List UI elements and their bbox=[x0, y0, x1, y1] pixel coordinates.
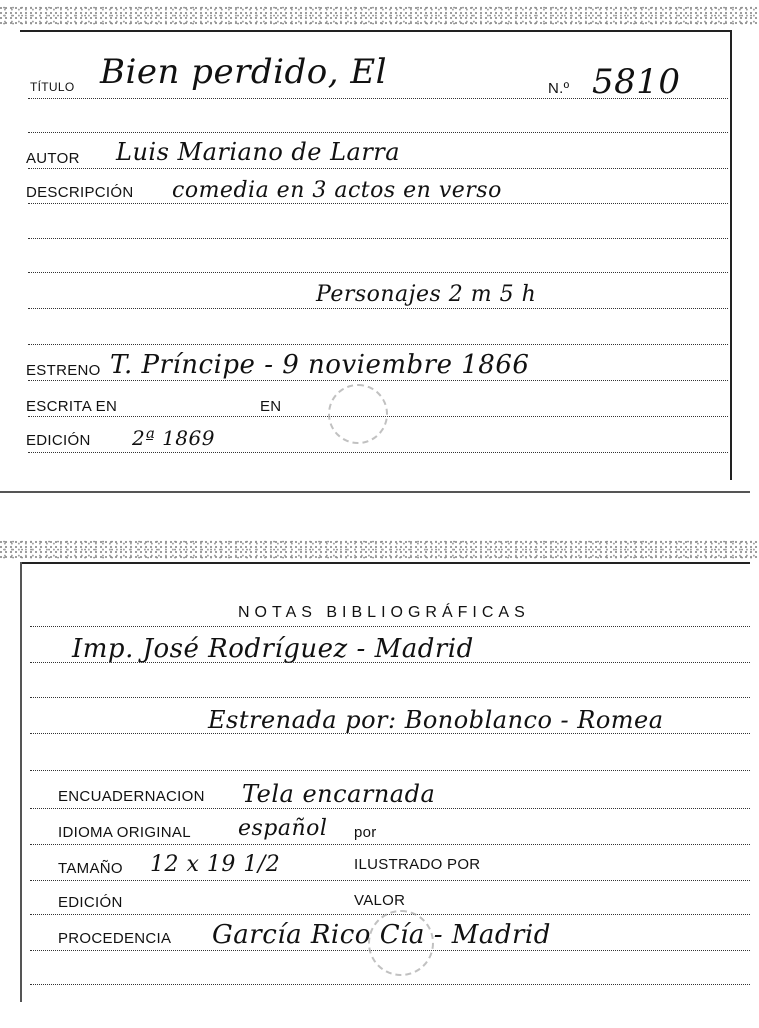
nota-line bbox=[30, 662, 750, 663]
stamp-mark bbox=[328, 384, 388, 444]
blank-line bbox=[30, 697, 750, 698]
idioma-label: IDIOMA ORIGINAL bbox=[58, 824, 191, 841]
blank-line bbox=[28, 344, 728, 345]
numero-label: N.º bbox=[548, 80, 570, 97]
estreno-line bbox=[28, 380, 728, 381]
encuadernacion-value: Tela encarnada bbox=[242, 780, 436, 808]
encuadernacion-label: ENCUADERNACION bbox=[58, 788, 205, 805]
titulo-value: Bien perdido, El bbox=[100, 52, 388, 92]
autor-label: AUTOR bbox=[26, 150, 80, 167]
estreno-value: T. Príncipe - 9 noviembre 1866 bbox=[110, 350, 530, 380]
tamano-label: TAMAÑO bbox=[58, 860, 123, 877]
autor-value: Luis Mariano de Larra bbox=[116, 138, 401, 166]
edicion-label: EDICIÓN bbox=[26, 432, 91, 449]
edicion2-label: EDICIÓN bbox=[58, 894, 123, 911]
tamano-line bbox=[30, 880, 750, 881]
card-top-border bbox=[20, 562, 750, 564]
blank-line bbox=[28, 272, 728, 273]
edicion-value: 2ª 1869 bbox=[132, 426, 215, 450]
estreno-label: ESTRENO bbox=[26, 362, 101, 379]
tamano-value: 12 x 19 1/2 bbox=[150, 852, 281, 877]
en-label: EN bbox=[260, 398, 282, 415]
descripcion-line bbox=[28, 203, 728, 204]
stamp-mark bbox=[368, 910, 434, 976]
titulo-line bbox=[28, 98, 728, 99]
por-label: por bbox=[354, 824, 377, 841]
card-top-border bbox=[20, 30, 732, 32]
blank-line bbox=[28, 132, 728, 133]
procedencia-value: García Rico Cía - Madrid bbox=[212, 920, 551, 950]
escrita-label: ESCRITA EN bbox=[26, 398, 118, 415]
bottom-line bbox=[30, 984, 750, 985]
nota-line bbox=[30, 733, 750, 734]
autor-line bbox=[28, 168, 728, 169]
nota-line-1: Imp. José Rodríguez - Madrid bbox=[72, 634, 474, 664]
nota-line-2: Estrenada por: Bonoblanco - Romea bbox=[208, 706, 664, 734]
notas-heading: NOTAS BIBLIOGRÁFICAS bbox=[238, 604, 530, 621]
titulo-label: TÍTULO bbox=[30, 80, 75, 94]
card-right-border bbox=[730, 30, 732, 480]
valor-label: VALOR bbox=[354, 892, 406, 909]
ilustrado-label: ILUSTRADO POR bbox=[354, 856, 481, 873]
descripcion-label: DESCRIPCIÓN bbox=[26, 184, 134, 201]
card-top-edge-texture bbox=[0, 540, 759, 560]
card-top-edge-texture bbox=[0, 6, 759, 26]
card-left-border bbox=[20, 562, 22, 1002]
edicion-line bbox=[28, 452, 728, 453]
blank-line bbox=[28, 238, 728, 239]
procedencia-label: PROCEDENCIA bbox=[58, 930, 172, 947]
personajes-line bbox=[28, 308, 728, 309]
idioma-line bbox=[30, 844, 750, 845]
heading-line bbox=[30, 626, 750, 627]
card-bottom-border bbox=[0, 491, 750, 493]
idioma-value: español bbox=[238, 816, 328, 841]
personajes-value: Personajes 2 m 5 h bbox=[316, 282, 537, 307]
encuadernacion-line bbox=[30, 808, 750, 809]
blank-line bbox=[30, 770, 750, 771]
descripcion-value: comedia en 3 actos en verso bbox=[172, 178, 502, 203]
numero-value: 5810 bbox=[592, 62, 681, 102]
